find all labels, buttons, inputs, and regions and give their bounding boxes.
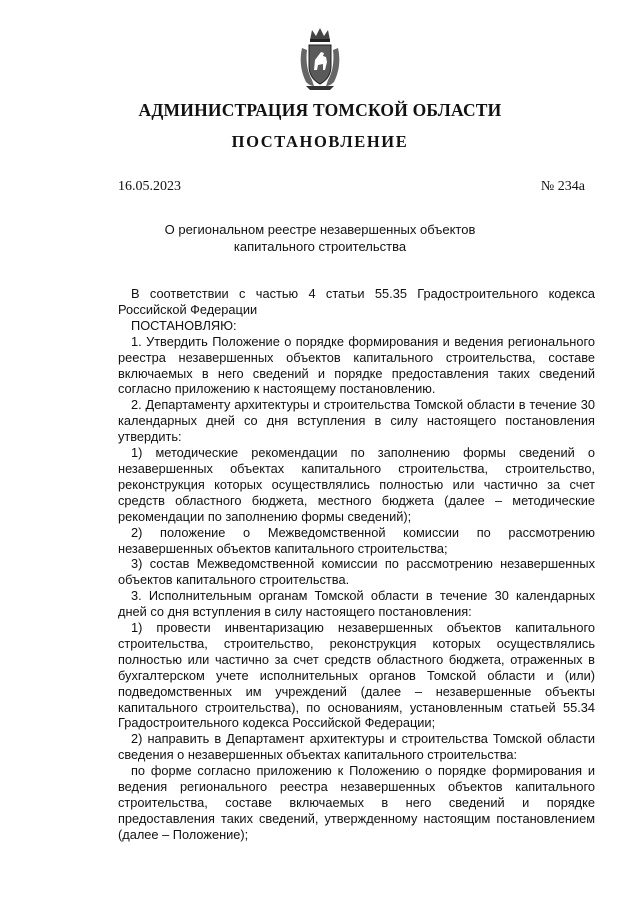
subject-line: капитального строительства <box>233 239 407 254</box>
organization-title: АДМИНИСТРАЦИЯ ТОМСКОЙ ОБЛАСТИ <box>138 100 502 120</box>
document-date: 16.05.2023 <box>118 179 181 194</box>
paragraph-2-item-1: 1) методические рекомендации по заполнению формы сведений о незавершенных объектах капитального строительства, строительство, реконструкция которых осуществлялись полностью или частично за счет средств областного бюджета, местного бюджета (далее – методические рекомендации по заполнению формы сведений); <box>118 445 595 524</box>
document-number: № 234а <box>540 179 585 194</box>
paragraph-1: 1. Утвердить Положение о порядке формирования и ведения регионального реестра незавершенных объектов капитального строительства, составе включаемых в него сведений и порядке предоставления таких сведений согласно приложению к настоящему постановлению. <box>118 333 595 397</box>
resolve-word: ПОСТАНОВЛЯЮ: <box>131 317 237 333</box>
document-subject <box>0 221 640 255</box>
document-body <box>118 286 595 843</box>
subject-line: О региональном реестре незавершенных объектов <box>164 222 476 237</box>
coat-of-arms-icon <box>296 26 344 92</box>
paragraph-3-item-1: 1) провести инвентаризацию незавершенных объектов капитального строительства, строительство, реконструкция которых осуществлялись полностью или частично за счет средств областного бюджета, отраженных в бухгалтерском учете исполнительных органов Томской области и (или) подведомственных им учреждений (далее – незавершенные объекты капитального строительства), по основаниям, установленным статьей 55.34 Градостроительного кодекса Российской Федерации; <box>118 620 595 731</box>
preamble: В соответствии с частью 4 статьи 55.35 Градостроительного кодекса Российской Федерации <box>118 286 595 317</box>
paragraph-3-item-2-sub: по форме согласно приложению к Положению о порядке формирования и ведения регионального реестра незавершенных объектов капитального строительства, составе включаемых в него сведений и порядке предоставления таких сведений, утвержденному настоящим постановлением (далее – Положение); <box>118 763 595 842</box>
paragraph-3: 3. Исполнительным органам Томской области в течение 30 календарных дней со дня вступления в силу настоящего постановления: <box>118 588 595 620</box>
paragraph-2: 2. Департаменту архитектуры и строительства Томской области в течение 30 календарных дней со дня вступления в силу настоящего постановления утвердить: <box>118 397 595 445</box>
paragraph-3-item-2: 2) направить в Департамент архитектуры и строительства Томской области сведения о незавершенных объектах капитального строительства: <box>118 731 595 763</box>
document-type: ПОСТАНОВЛЕНИЕ <box>231 132 409 151</box>
paragraph-2-item-2: 2) положение о Межведомственной комиссии по рассмотрению незавершенных объектов капитального строительства; <box>118 524 595 556</box>
paragraph-2-item-3: 3) состав Межведомственной комиссии по рассмотрению незавершенных объектов капитального строительства. <box>118 556 595 588</box>
